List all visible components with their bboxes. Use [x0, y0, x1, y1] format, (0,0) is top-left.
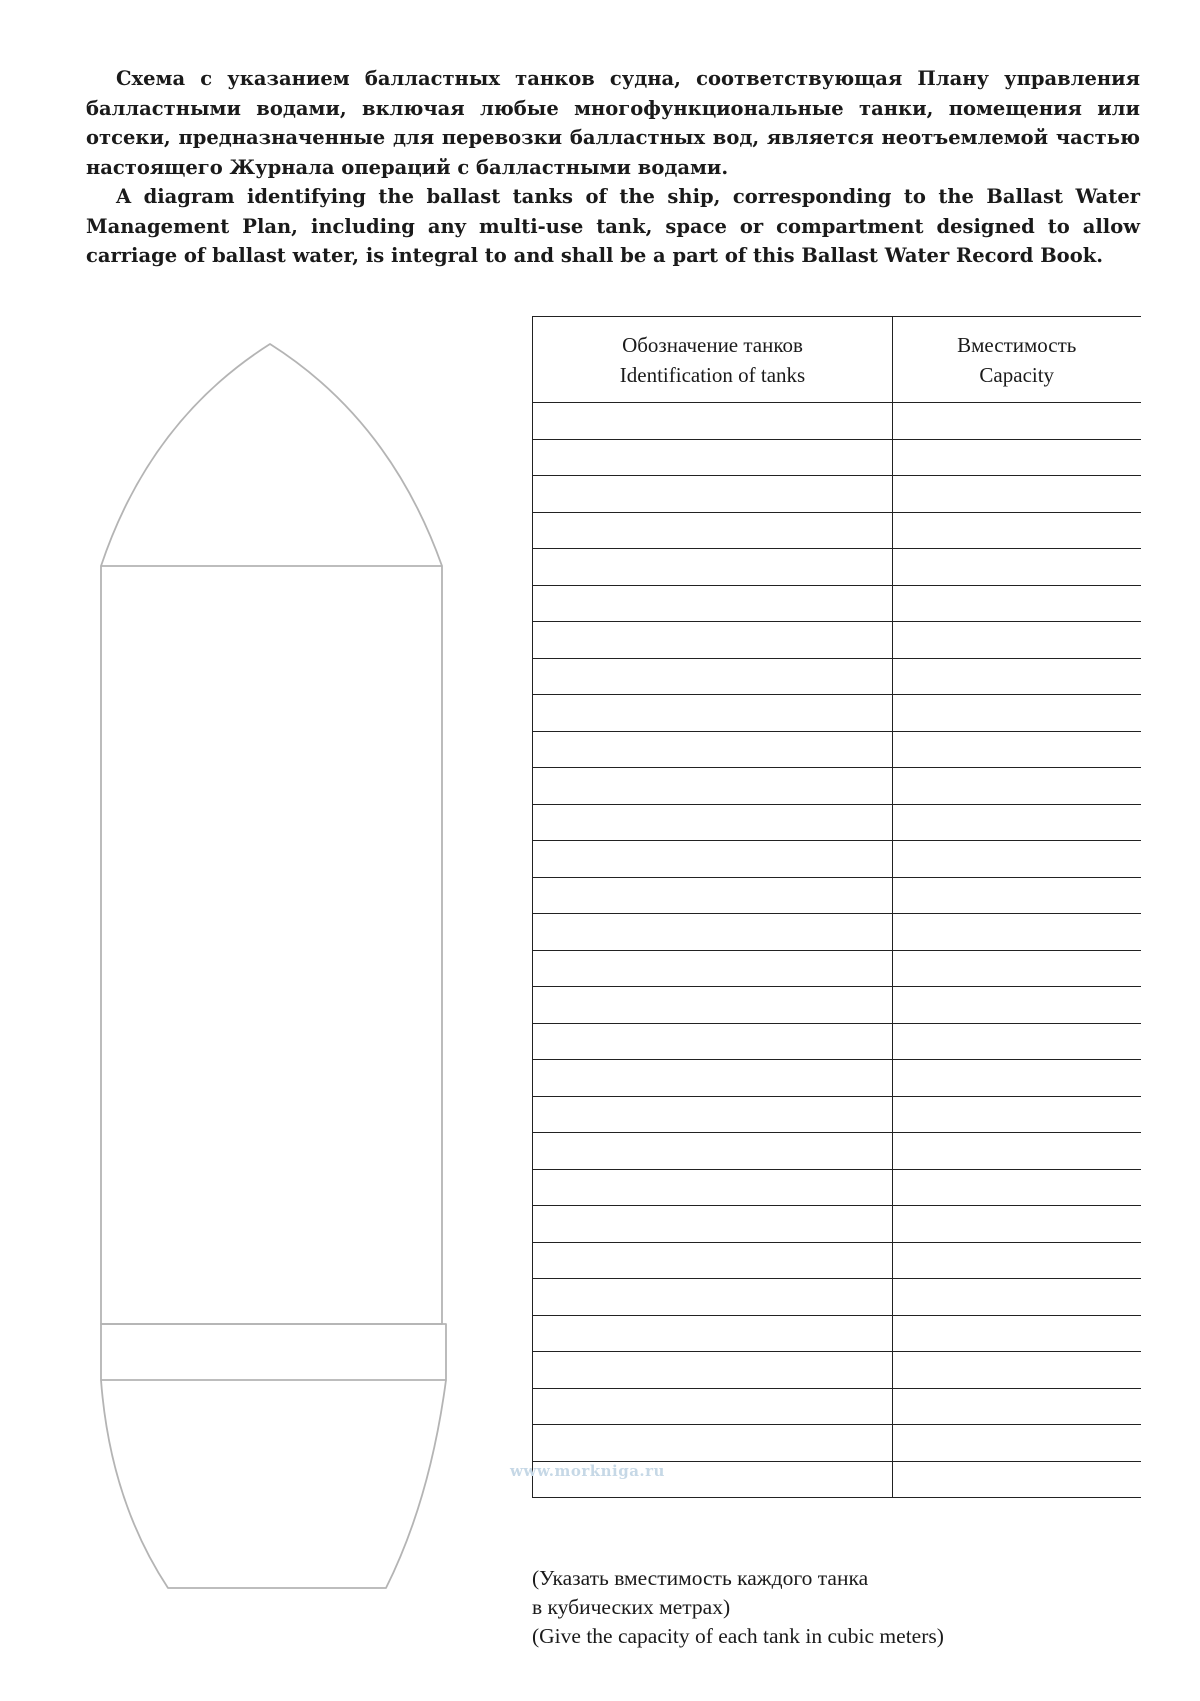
capacity-cell[interactable]: [893, 950, 1141, 987]
tank-identification-cell[interactable]: [533, 1352, 893, 1389]
table-row: [533, 950, 1141, 987]
tank-identification-cell[interactable]: [533, 512, 893, 549]
intro-paragraph-en: A diagram identifying the ballast tanks of the ship, corresponding to the Ballast Water Management Plan, including any multi-use tank, space or compartment designed to allow carriage of ballast water, is integral to and shall be a part of this Ballast Water Record Book.: [86, 185, 1140, 267]
table-row: [533, 1279, 1141, 1316]
table-row: [533, 512, 1141, 549]
table-row: [533, 622, 1141, 659]
tank-identification-cell[interactable]: [533, 804, 893, 841]
tank-identification-cell[interactable]: [533, 1169, 893, 1206]
capacity-cell[interactable]: [893, 585, 1141, 622]
table-row: [533, 914, 1141, 951]
note-line: (Указать вместимость каждого танка: [532, 1566, 869, 1590]
capacity-cell[interactable]: [893, 1023, 1141, 1060]
table-row: [533, 1206, 1141, 1243]
table-row: [533, 403, 1141, 440]
capacity-cell[interactable]: [893, 1206, 1141, 1243]
capacity-cell[interactable]: [893, 476, 1141, 513]
capacity-cell[interactable]: [893, 403, 1141, 440]
intro-paragraph-ru: Схема с указанием балластных танков судна, соответствующая Плану управления балластными водами, включая любые многофункциональные танки, помещения или отсеки, предназначенные для перевозки балластных вод, является неотъемлемой частью настоящего Журнала операций с балластными водами.: [86, 67, 1140, 179]
tank-identification-cell[interactable]: [533, 950, 893, 987]
capacity-cell[interactable]: [893, 1242, 1141, 1279]
capacity-cell[interactable]: [893, 1315, 1141, 1352]
capacity-cell[interactable]: [893, 731, 1141, 768]
table-header-row: [533, 317, 1141, 403]
column-header-tank-identification: [533, 317, 893, 403]
table-row: [533, 1388, 1141, 1425]
tank-identification-cell[interactable]: [533, 622, 893, 659]
capacity-cell[interactable]: [893, 1096, 1141, 1133]
capacity-cell[interactable]: [893, 439, 1141, 476]
ship-stern: [101, 1380, 446, 1588]
tank-identification-cell[interactable]: [533, 1388, 893, 1425]
capacity-cell[interactable]: [893, 877, 1141, 914]
capacity-cell[interactable]: [893, 804, 1141, 841]
tank-identification-cell[interactable]: [533, 476, 893, 513]
table-row: [533, 1096, 1141, 1133]
table-row: [533, 1352, 1141, 1389]
table-row: [533, 476, 1141, 513]
capacity-cell[interactable]: [893, 1060, 1141, 1097]
table-row: [533, 1242, 1141, 1279]
table-row: [533, 1023, 1141, 1060]
tank-identification-cell[interactable]: [533, 1242, 893, 1279]
capacity-cell[interactable]: [893, 622, 1141, 659]
table-row: [533, 1133, 1141, 1170]
tank-capacity-table: [532, 316, 1141, 1498]
capacity-cell[interactable]: [893, 914, 1141, 951]
capacity-cell[interactable]: [893, 1352, 1141, 1389]
table-row: [533, 585, 1141, 622]
capacity-note: [532, 1564, 944, 1651]
tank-identification-cell[interactable]: [533, 658, 893, 695]
table-row: [533, 731, 1141, 768]
capacity-cell[interactable]: [893, 1279, 1141, 1316]
capacity-cell[interactable]: [893, 512, 1141, 549]
column-header-en: Identification of tanks: [619, 362, 806, 387]
table-row: [533, 768, 1141, 805]
tank-identification-cell[interactable]: [533, 1315, 893, 1352]
tank-identification-cell[interactable]: [533, 914, 893, 951]
table-row: [533, 987, 1141, 1024]
capacity-cell[interactable]: [893, 987, 1141, 1024]
capacity-cell[interactable]: [893, 695, 1141, 732]
column-header-ru: Вместимость: [957, 332, 1077, 357]
table-row: [533, 877, 1141, 914]
ship-aft-section: [101, 1324, 446, 1380]
table-row: [533, 1315, 1141, 1352]
table-row: [533, 549, 1141, 586]
capacity-cell[interactable]: [893, 1461, 1141, 1498]
table-row: [533, 1169, 1141, 1206]
column-header-capacity: [893, 317, 1141, 403]
tank-identification-cell[interactable]: [533, 403, 893, 440]
note-line: в кубических метрах): [532, 1595, 731, 1619]
tank-identification-cell[interactable]: [533, 877, 893, 914]
tank-identification-cell[interactable]: [533, 987, 893, 1024]
table-body: [533, 403, 1141, 1498]
table-row: [533, 695, 1141, 732]
tank-identification-cell[interactable]: [533, 1206, 893, 1243]
table-row: [533, 439, 1141, 476]
tank-identification-cell[interactable]: [533, 1023, 893, 1060]
table-row: [533, 1425, 1141, 1462]
table-row: [533, 841, 1141, 878]
tank-identification-cell[interactable]: [533, 1425, 893, 1462]
capacity-cell[interactable]: [893, 1169, 1141, 1206]
tank-identification-cell[interactable]: [533, 585, 893, 622]
capacity-cell[interactable]: [893, 658, 1141, 695]
tank-identification-cell[interactable]: [533, 695, 893, 732]
table-row: [533, 1060, 1141, 1097]
capacity-cell[interactable]: [893, 768, 1141, 805]
capacity-cell[interactable]: [893, 1425, 1141, 1462]
tank-identification-cell[interactable]: [533, 1279, 893, 1316]
capacity-cell[interactable]: [893, 841, 1141, 878]
tank-identification-cell[interactable]: [533, 768, 893, 805]
watermark: www.morkniga.ru: [510, 1462, 665, 1480]
table-row: [533, 804, 1141, 841]
note-line: (Give the capacity of each tank in cubic meters): [532, 1624, 944, 1648]
ship-bow: [101, 344, 442, 566]
tank-identification-cell[interactable]: [533, 1133, 893, 1170]
column-header-ru: Обозначение танков: [622, 332, 803, 357]
ship-midbody: [101, 566, 442, 1324]
tank-identification-cell[interactable]: [533, 439, 893, 476]
capacity-cell[interactable]: [893, 1133, 1141, 1170]
capacity-cell[interactable]: [893, 1388, 1141, 1425]
column-header-en: Capacity: [979, 362, 1055, 387]
tank-identification-cell[interactable]: [533, 549, 893, 586]
tank-identification-cell[interactable]: [533, 731, 893, 768]
capacity-cell[interactable]: [893, 549, 1141, 586]
tank-identification-cell[interactable]: [533, 1060, 893, 1097]
table-row: [533, 658, 1141, 695]
tank-identification-cell[interactable]: [533, 1096, 893, 1133]
tank-identification-cell[interactable]: [533, 841, 893, 878]
